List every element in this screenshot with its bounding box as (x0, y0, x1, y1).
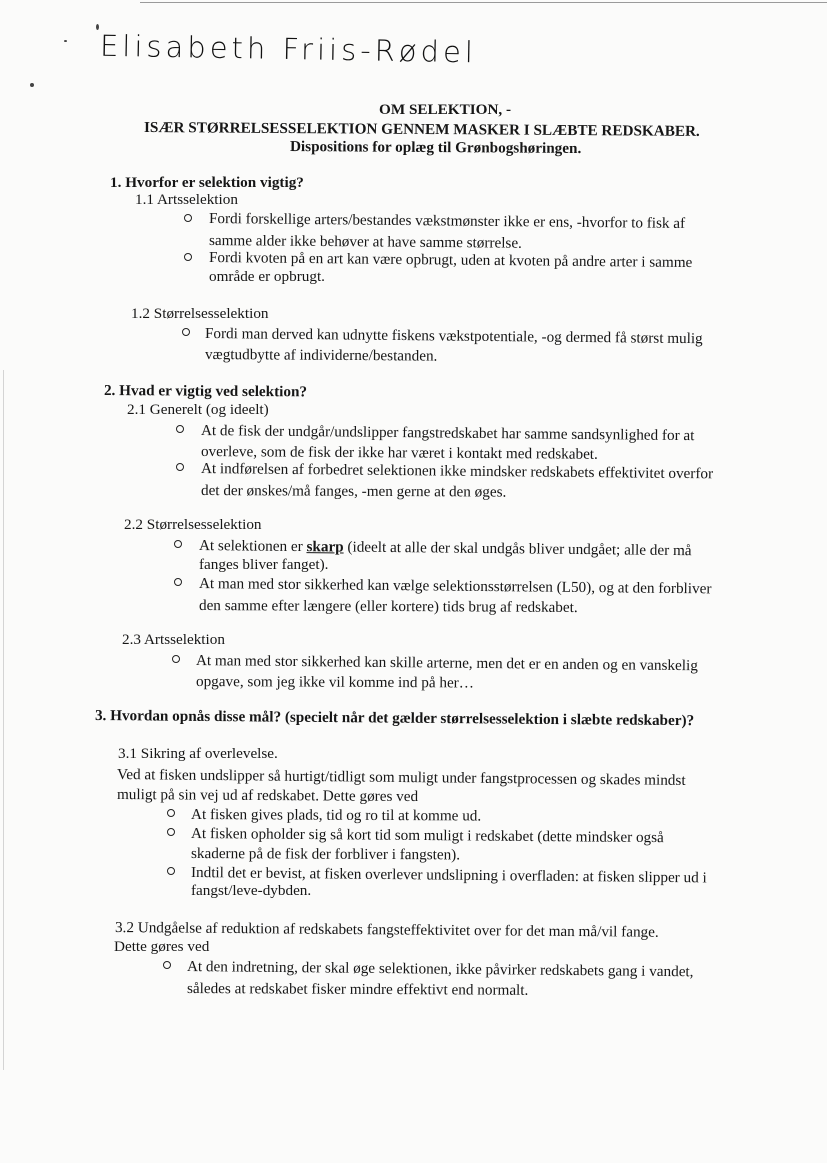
bullet-circle (184, 253, 192, 261)
bullet-2-1-2-line-2: det der ønskes/må fanges, -men gerne at den øges. (200, 482, 507, 501)
bullet-2-3-1-line-2: opgave, som jeg ikke vil komme ind på her… (195, 673, 475, 692)
bullet-circle (174, 578, 182, 586)
title-line-1: OM SELEKTION, - (379, 101, 512, 118)
bullet-2-2-2-line-2: den samme efter længere (eller kortere) tids brug af redskabet. (198, 597, 578, 616)
paragraph-3-1-line-2: muligt på sin vej ud af redskabet. Dette gøres ved (116, 786, 419, 806)
section-3-heading: 3. Hvordan opnås disse mål? (specielt når det gælder størrelsesselektion i slæbte redskaber)? (94, 707, 695, 730)
bullet-3-1-3-line-2: fangst/leve-dybden. (191, 882, 312, 899)
subsection-2-3: 2.3 Artsselektion (122, 631, 225, 648)
section-2-heading: 2. Hvad er vigtig ved selektion? (103, 382, 308, 401)
bullet-2-2-2-line-1: At man med stor sikkerhed kan vælge selektionsstørrelsen (L50), og at den forbliver (198, 575, 712, 598)
title-line-2: ISÆR STØRRELSESSELEKTION GENNEM MASKER I SLÆBTE REDSKABER. (143, 119, 700, 140)
section-1-heading: 1. Hvorfor er selektion vigtig? (110, 174, 304, 191)
subsection-2-1: 2.1 Generelt (og ideelt) (127, 401, 269, 418)
paragraph-3-2: Dette gøres ved (114, 938, 210, 955)
bullet-1-2-1-line-1: Fordi man derved kan udnytte fiskens vækstpotentiale, -og dermed få størst mulig (204, 325, 703, 348)
scan-speck (96, 24, 99, 30)
bullet-3-1-2-line-1: At fisken opholder sig så kort tid som muligt i redskabet (dette mindsker også (190, 825, 664, 847)
subsection-2-2: 2.2 Størrelsesselektion (124, 516, 262, 533)
bullet-3-2-1-line-1: At den indretning, der skal øge selektionen, ikke påvirker redskabets gang i vandet, (186, 958, 694, 981)
subsection-3-1: 3.1 Sikring af overlevelse. (118, 745, 278, 762)
bullet-circle (174, 540, 182, 548)
subsection-3-2: 3.2 Undgåelse af reduktion af redskabets fangsteffektivitet over for det man må/vil fange. (114, 919, 659, 941)
bullet-3-2-1-line-2: således at redskabet fisker mindre effektivt end normalt. (186, 980, 529, 999)
bullet-circle (176, 425, 184, 433)
scan-left-edge (3, 370, 4, 1070)
bullet-circle (163, 961, 171, 969)
bullet-1-1-1-line-2: samme alder ikke behøver at have samme størrelse. (208, 232, 522, 252)
bullet-circle (182, 328, 190, 336)
scan-top-border (140, 2, 827, 3)
subsection-1-2: 1.2 Størrelsesselektion (131, 305, 269, 322)
bullet-2-1-1-line-2: overleve, som de fisk der ikke har været i kontakt med redskabet. (200, 443, 598, 463)
bullet-3-1-1: At fisken gives plads, tid og ro til at komme ud. (190, 806, 482, 825)
bullet-1-2-1-line-2: vægtudbytte af individerne/bestanden. (204, 346, 438, 365)
handwritten-signature: Elisabeth Friis-Rødel (99, 28, 478, 70)
bullet-1-1-2-line-2: område er opbrugt. (209, 268, 325, 285)
emphasis-skarp: skarp (306, 538, 344, 556)
bullet-3-1-3-line-1: Indtil det er bevist, at fisken overlever undslipning i overfladen: at fisken slipper ud i (190, 864, 707, 887)
bullet-circle (167, 828, 175, 836)
subsection-1-1: 1.1 Artsselektion (135, 191, 238, 208)
bullet-circle (167, 867, 175, 875)
bullet-circle (172, 655, 180, 663)
bullet-circle (176, 463, 184, 471)
bullet-1-1-1-line-1: Fordi forskellige arters/bestandes vækstmønster ikke er ens, -hvorfor to fisk af (208, 210, 686, 232)
bullet-2-2-1-line-2: fanges bliver fanget). (199, 556, 329, 573)
bullet-2-1-2-line-1: At indførelsen af forbedret selektionen ikke mindsker redskabets effektivitet overfor (200, 460, 714, 483)
paragraph-3-1-line-1: Ved at fisken undslipper så hurtigt/tidligt som muligt under fangstprocessen og skades mindst (116, 766, 686, 789)
bullet-2-3-1-line-1: At man med stor sikkerhed kan skille arterne, men det er en anden og en vanskelig (195, 652, 698, 675)
bullet-3-1-2-line-2: skaderne på de fisk der forbliver i fangsten). (190, 845, 461, 864)
scan-speck (64, 40, 67, 42)
bullet-2-1-1-line-1: At de fisk der undgår/undslipper fangstredskabet har samme sandsynlighed for at (200, 422, 695, 445)
bullet-2-2-1-line-1: At selektionen er skarp (ideelt at alle der skal undgås bliver undgået; alle der må (198, 537, 692, 560)
bullet-circle (167, 809, 175, 817)
title-line-3: Dispositions for oplæg til Grønbogshøringen. (289, 138, 582, 158)
bullet-1-1-2-line-1: Fordi kvoten på en art kan være opbrugt, uden at kvoten på andre arter i samme (208, 249, 693, 272)
bullet-circle (184, 214, 192, 222)
scan-speck (30, 83, 34, 87)
